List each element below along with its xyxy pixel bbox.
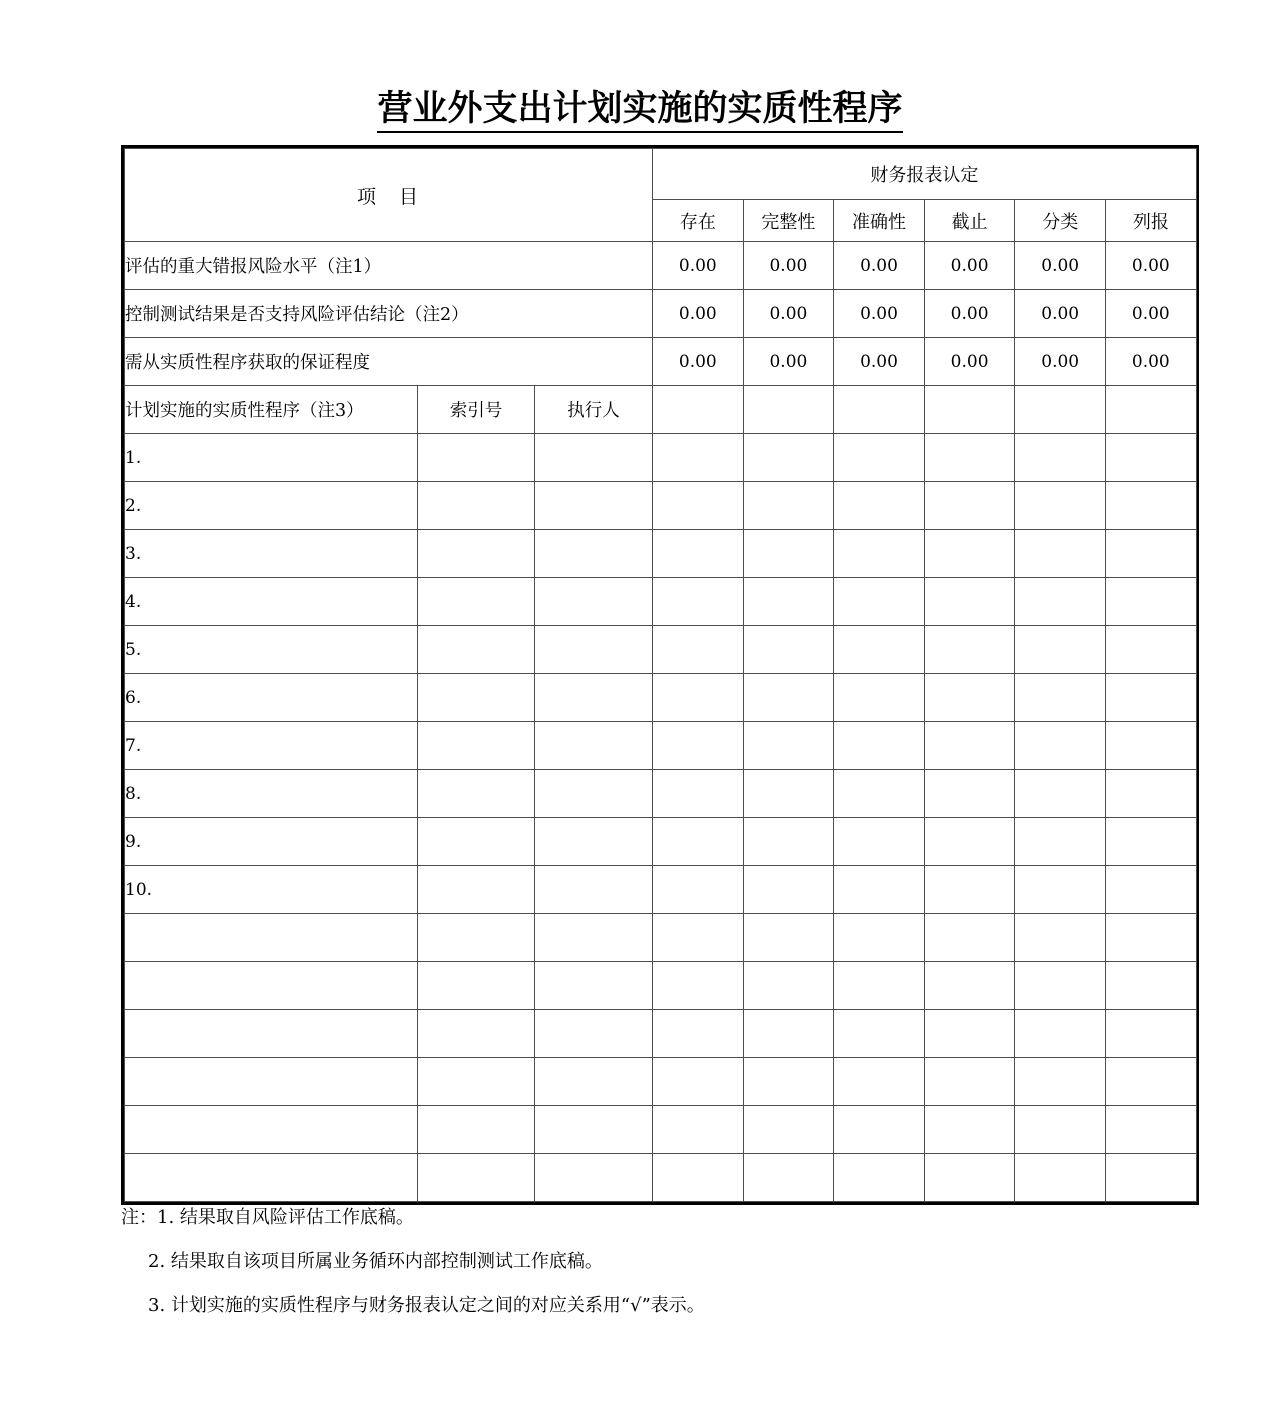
procedure-row-performer[interactable] — [535, 674, 653, 722]
procedure-row-assertion-cell[interactable] — [653, 1106, 744, 1154]
header-assertion-3: 准确性 — [834, 200, 925, 242]
summary-row-value: 0.00 — [653, 242, 744, 290]
procedure-row-assertion-cell[interactable] — [1106, 530, 1197, 578]
procedure-row-assertion-cell[interactable] — [653, 482, 744, 530]
procedure-row-performer[interactable] — [535, 914, 653, 962]
table-row — [125, 1058, 1197, 1106]
summary-row-value: 0.00 — [834, 290, 925, 338]
procedure-row-number[interactable]: 1. — [125, 434, 418, 482]
procedure-row-number[interactable]: 9. — [125, 818, 418, 866]
summary-row-value: 0.00 — [1015, 242, 1106, 290]
substantive-procedures-table — [124, 148, 1197, 1202]
procedure-row-assertion-cell[interactable] — [1106, 770, 1197, 818]
procedure-row-assertion-cell[interactable] — [1015, 434, 1106, 482]
procedure-row-number[interactable]: 3. — [125, 530, 418, 578]
procedure-row-assertion-cell[interactable] — [834, 1010, 925, 1058]
procedure-row-assertion-cell[interactable] — [834, 434, 925, 482]
procedure-header-assertion-cell — [834, 386, 925, 434]
procedure-row-assertion-cell[interactable] — [1015, 962, 1106, 1010]
procedure-row-number[interactable] — [125, 914, 418, 962]
header-item-label: 项 目 — [125, 149, 653, 242]
procedure-row-assertion-cell[interactable] — [834, 722, 925, 770]
procedure-row-assertion-cell[interactable] — [1106, 578, 1197, 626]
procedure-row-assertion-cell[interactable] — [743, 1106, 834, 1154]
procedure-row-assertion-cell[interactable] — [924, 530, 1015, 578]
procedure-row-assertion-cell[interactable] — [1106, 962, 1197, 1010]
procedure-row-assertion-cell[interactable] — [924, 770, 1015, 818]
procedure-row-index-no[interactable] — [418, 482, 535, 530]
procedure-row-assertion-cell[interactable] — [653, 818, 744, 866]
procedure-row-assertion-cell[interactable] — [924, 722, 1015, 770]
procedure-row-index-no[interactable] — [418, 674, 535, 722]
procedure-row-index-no[interactable] — [418, 722, 535, 770]
procedure-row-assertion-cell[interactable] — [924, 1058, 1015, 1106]
procedure-row-number[interactable]: 10. — [125, 866, 418, 914]
procedure-row-assertion-cell[interactable] — [743, 626, 834, 674]
table-row — [125, 530, 1197, 578]
table-row — [125, 578, 1197, 626]
procedure-row-assertion-cell[interactable] — [653, 1154, 744, 1202]
procedure-row-assertion-cell[interactable] — [834, 674, 925, 722]
procedure-row-assertion-cell[interactable] — [653, 914, 744, 962]
summary-row-value: 0.00 — [653, 290, 744, 338]
procedure-row-assertion-cell[interactable] — [1015, 1058, 1106, 1106]
procedure-row-assertion-cell[interactable] — [924, 626, 1015, 674]
table-row — [125, 1010, 1197, 1058]
procedure-row-index-no[interactable] — [418, 578, 535, 626]
procedure-row-index-no[interactable] — [418, 1154, 535, 1202]
header-assertion-2: 完整性 — [743, 200, 834, 242]
procedure-row-assertion-cell[interactable] — [1106, 1154, 1197, 1202]
procedure-row-assertion-cell[interactable] — [743, 578, 834, 626]
summary-row-value: 0.00 — [743, 338, 834, 386]
procedure-row-assertion-cell[interactable] — [1106, 482, 1197, 530]
procedure-row-assertion-cell[interactable] — [1015, 626, 1106, 674]
procedure-row-assertion-cell[interactable] — [743, 1058, 834, 1106]
procedure-row-assertion-cell[interactable] — [743, 674, 834, 722]
procedure-row-assertion-cell[interactable] — [1015, 1010, 1106, 1058]
summary-row — [125, 338, 1197, 386]
procedure-row-assertion-cell[interactable] — [1015, 482, 1106, 530]
procedure-row-assertion-cell[interactable] — [653, 578, 744, 626]
procedure-row-assertion-cell[interactable] — [653, 722, 744, 770]
procedure-row-assertion-cell[interactable] — [834, 1058, 925, 1106]
procedure-row-assertion-cell[interactable] — [1106, 914, 1197, 962]
summary-row-value: 0.00 — [1106, 242, 1197, 290]
summary-row-value: 0.00 — [1106, 338, 1197, 386]
summary-row — [125, 290, 1197, 338]
procedure-row-assertion-cell[interactable] — [1015, 530, 1106, 578]
procedure-row-assertion-cell[interactable] — [924, 578, 1015, 626]
procedure-row-index-no[interactable] — [418, 818, 535, 866]
summary-row-label: 评估的重大错报风险水平（注1） — [125, 242, 653, 290]
procedure-row-number[interactable]: 7. — [125, 722, 418, 770]
procedure-row-assertion-cell[interactable] — [1015, 674, 1106, 722]
procedure-row-number[interactable] — [125, 1010, 418, 1058]
procedure-row-assertion-cell[interactable] — [743, 482, 834, 530]
procedure-row-assertion-cell[interactable] — [743, 1154, 834, 1202]
procedure-row-performer[interactable] — [535, 434, 653, 482]
procedure-row-performer[interactable] — [535, 1106, 653, 1154]
procedure-row-assertion-cell[interactable] — [653, 1010, 744, 1058]
header-assertion-6: 列报 — [1106, 200, 1197, 242]
procedure-row-assertion-cell[interactable] — [1015, 914, 1106, 962]
procedure-row-assertion-cell[interactable] — [743, 722, 834, 770]
procedure-row-performer[interactable] — [535, 818, 653, 866]
summary-row-label: 控制测试结果是否支持风险评估结论（注2） — [125, 290, 653, 338]
procedure-row-assertion-cell[interactable] — [743, 914, 834, 962]
table-header-row-1 — [125, 149, 1197, 200]
procedure-row-performer[interactable] — [535, 770, 653, 818]
procedure-row-assertion-cell[interactable] — [743, 1010, 834, 1058]
summary-row-value: 0.00 — [924, 290, 1015, 338]
note-line-1: 注：1. 结果取自风险评估工作底稿。 — [121, 1207, 414, 1228]
procedure-row-assertion-cell[interactable] — [834, 1154, 925, 1202]
procedure-header-assertion-cell — [1015, 386, 1106, 434]
procedure-header-index-no: 索引号 — [418, 386, 535, 434]
procedure-row-assertion-cell[interactable] — [834, 914, 925, 962]
procedure-header-label: 计划实施的实质性程序（注3） — [125, 386, 418, 434]
table-row — [125, 626, 1197, 674]
substantive-procedures-table-frame — [121, 145, 1199, 1205]
procedure-row-performer[interactable] — [535, 866, 653, 914]
procedure-row-assertion-cell[interactable] — [653, 866, 744, 914]
summary-row-value: 0.00 — [743, 290, 834, 338]
procedure-row-number[interactable]: 4. — [125, 578, 418, 626]
procedure-row-assertion-cell[interactable] — [1106, 722, 1197, 770]
table-row — [125, 962, 1197, 1010]
procedure-header-assertion-cell — [653, 386, 744, 434]
procedure-row-performer[interactable] — [535, 1154, 653, 1202]
summary-row-value: 0.00 — [924, 338, 1015, 386]
table-row — [125, 674, 1197, 722]
procedure-row-number[interactable]: 2. — [125, 482, 418, 530]
procedure-row-index-no[interactable] — [418, 962, 535, 1010]
procedure-row-assertion-cell[interactable] — [1106, 674, 1197, 722]
procedure-row-assertion-cell[interactable] — [653, 770, 744, 818]
procedure-row-assertion-cell[interactable] — [1106, 434, 1197, 482]
procedure-row-assertion-cell[interactable] — [1106, 818, 1197, 866]
summary-row-value: 0.00 — [743, 242, 834, 290]
procedure-row-number[interactable]: 6. — [125, 674, 418, 722]
procedure-row-performer[interactable] — [535, 578, 653, 626]
summary-row — [125, 242, 1197, 290]
procedure-row-assertion-cell[interactable] — [834, 530, 925, 578]
procedure-row-performer[interactable] — [535, 482, 653, 530]
procedure-row-index-no[interactable] — [418, 770, 535, 818]
table-row — [125, 914, 1197, 962]
header-assertion-1: 存在 — [653, 200, 744, 242]
procedure-row-performer[interactable] — [535, 1010, 653, 1058]
table-row — [125, 818, 1197, 866]
procedure-row-assertion-cell[interactable] — [1015, 722, 1106, 770]
header-assertion-5: 分类 — [1015, 200, 1106, 242]
procedure-row-performer[interactable] — [535, 530, 653, 578]
procedure-row-index-no[interactable] — [418, 1058, 535, 1106]
procedure-row-assertion-cell[interactable] — [1015, 770, 1106, 818]
table-row — [125, 1106, 1197, 1154]
procedure-row-assertion-cell[interactable] — [834, 866, 925, 914]
procedure-row-number[interactable] — [125, 962, 418, 1010]
procedure-row-index-no[interactable] — [418, 1106, 535, 1154]
procedure-row-number[interactable] — [125, 1106, 418, 1154]
procedure-row-assertion-cell[interactable] — [653, 434, 744, 482]
procedure-row-performer[interactable] — [535, 962, 653, 1010]
table-row — [125, 434, 1197, 482]
procedure-row-assertion-cell[interactable] — [653, 1058, 744, 1106]
procedure-row-assertion-cell[interactable] — [743, 818, 834, 866]
procedure-row-performer[interactable] — [535, 1058, 653, 1106]
procedure-row-assertion-cell[interactable] — [1106, 866, 1197, 914]
procedure-row-assertion-cell[interactable] — [743, 866, 834, 914]
summary-row-value: 0.00 — [1106, 290, 1197, 338]
table-row — [125, 722, 1197, 770]
procedure-row-number[interactable] — [125, 1154, 418, 1202]
procedure-row-performer[interactable] — [535, 626, 653, 674]
procedure-row-assertion-cell[interactable] — [924, 482, 1015, 530]
procedure-row-assertion-cell[interactable] — [743, 770, 834, 818]
header-assertions-label: 财务报表认定 — [653, 149, 1197, 200]
procedure-header-performer: 执行人 — [535, 386, 653, 434]
procedure-row-assertion-cell[interactable] — [743, 434, 834, 482]
procedure-row-index-no[interactable] — [418, 1010, 535, 1058]
procedure-row-assertion-cell[interactable] — [834, 962, 925, 1010]
procedure-row-index-no[interactable] — [418, 866, 535, 914]
table-row — [125, 866, 1197, 914]
procedure-row-assertion-cell[interactable] — [924, 866, 1015, 914]
procedure-row-assertion-cell[interactable] — [834, 1106, 925, 1154]
procedure-row-assertion-cell[interactable] — [1015, 578, 1106, 626]
procedure-row-number[interactable] — [125, 1058, 418, 1106]
procedure-row-assertion-cell[interactable] — [834, 626, 925, 674]
procedure-row-number[interactable]: 8. — [125, 770, 418, 818]
summary-row-value: 0.00 — [834, 242, 925, 290]
procedure-row-assertion-cell[interactable] — [924, 1154, 1015, 1202]
procedure-row-assertion-cell[interactable] — [834, 578, 925, 626]
procedure-row-assertion-cell[interactable] — [1106, 626, 1197, 674]
procedure-row-assertion-cell[interactable] — [834, 770, 925, 818]
procedure-row-assertion-cell[interactable] — [743, 962, 834, 1010]
table-row — [125, 1154, 1197, 1202]
procedure-row-assertion-cell[interactable] — [924, 818, 1015, 866]
title-container — [0, 88, 1280, 133]
procedure-header-assertion-cell — [1106, 386, 1197, 434]
summary-row-value: 0.00 — [834, 338, 925, 386]
procedure-row-assertion-cell[interactable] — [1015, 1154, 1106, 1202]
page-title: 营业外支出计划实施的实质性程序 — [377, 88, 902, 133]
procedure-row-assertion-cell[interactable] — [834, 818, 925, 866]
note-line-3: 3. 计划实施的实质性程序与财务报表认定之间的对应关系用“√”表示。 — [148, 1295, 705, 1316]
procedure-row-assertion-cell[interactable] — [1106, 1058, 1197, 1106]
procedure-row-assertion-cell[interactable] — [653, 674, 744, 722]
procedure-row-index-no[interactable] — [418, 434, 535, 482]
procedure-row-assertion-cell[interactable] — [924, 434, 1015, 482]
table-row — [125, 482, 1197, 530]
procedure-row-assertion-cell[interactable] — [743, 530, 834, 578]
summary-row-value: 0.00 — [1015, 338, 1106, 386]
summary-row-value: 0.00 — [1015, 290, 1106, 338]
procedure-row-assertion-cell[interactable] — [924, 674, 1015, 722]
summary-row-value: 0.00 — [653, 338, 744, 386]
procedure-row-assertion-cell[interactable] — [924, 914, 1015, 962]
procedure-row-index-no[interactable] — [418, 914, 535, 962]
note-line-2: 2. 结果取自该项目所属业务循环内部控制测试工作底稿。 — [148, 1251, 603, 1272]
procedure-row-performer[interactable] — [535, 722, 653, 770]
header-assertion-4: 截止 — [924, 200, 1015, 242]
procedure-row-number[interactable]: 5. — [125, 626, 418, 674]
procedure-header-row — [125, 386, 1197, 434]
procedure-row-assertion-cell[interactable] — [1106, 1106, 1197, 1154]
procedure-row-assertion-cell[interactable] — [653, 962, 744, 1010]
procedure-row-assertion-cell[interactable] — [924, 1010, 1015, 1058]
procedure-row-assertion-cell[interactable] — [924, 962, 1015, 1010]
summary-row-label: 需从实质性程序获取的保证程度 — [125, 338, 653, 386]
procedure-row-assertion-cell[interactable] — [1015, 866, 1106, 914]
procedure-row-assertion-cell[interactable] — [653, 530, 744, 578]
procedure-row-index-no[interactable] — [418, 626, 535, 674]
notes-block — [121, 1196, 1201, 1328]
procedure-row-assertion-cell[interactable] — [1106, 1010, 1197, 1058]
table-row — [125, 770, 1197, 818]
procedure-row-assertion-cell[interactable] — [924, 1106, 1015, 1154]
procedure-row-index-no[interactable] — [418, 530, 535, 578]
procedure-header-assertion-cell — [924, 386, 1015, 434]
procedure-row-assertion-cell[interactable] — [653, 626, 744, 674]
procedure-row-assertion-cell[interactable] — [1015, 1106, 1106, 1154]
procedure-row-assertion-cell[interactable] — [1015, 818, 1106, 866]
summary-row-value: 0.00 — [924, 242, 1015, 290]
procedure-header-assertion-cell — [743, 386, 834, 434]
procedure-row-assertion-cell[interactable] — [834, 482, 925, 530]
